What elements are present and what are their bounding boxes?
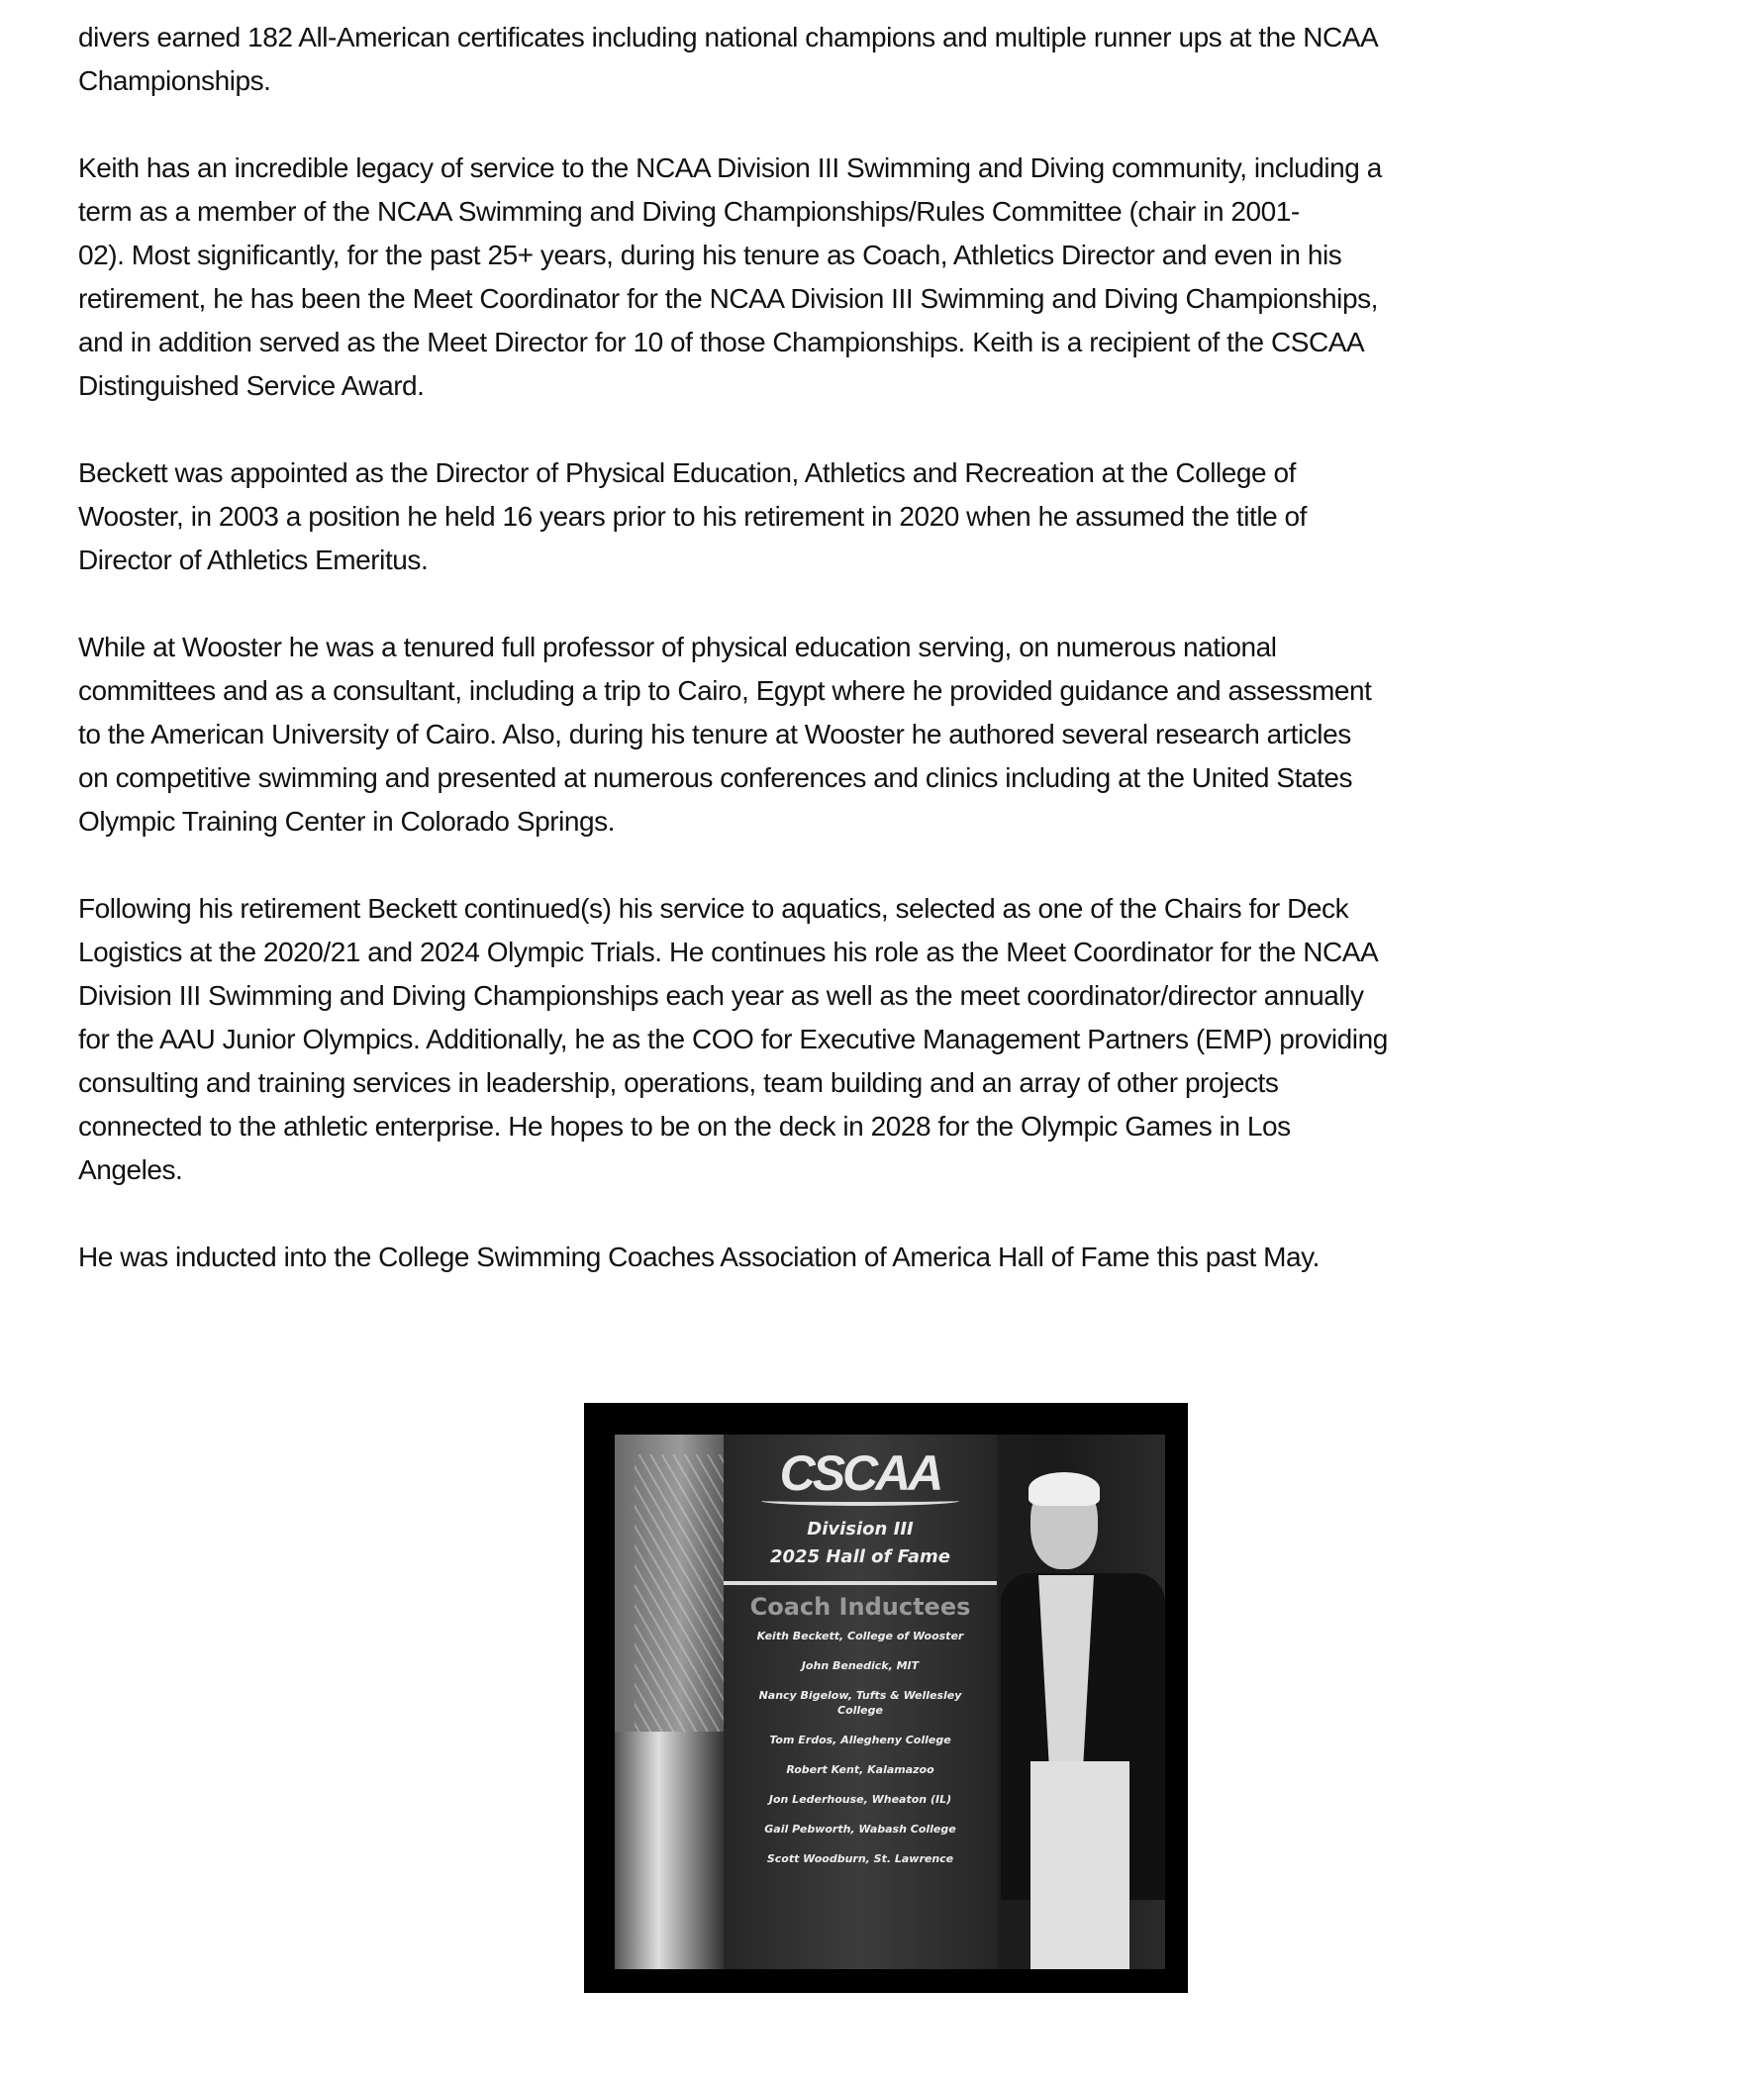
person bbox=[1001, 1464, 1165, 1969]
cscaa-logo: CSCAA bbox=[779, 1445, 941, 1501]
text-line: for the AAU Junior Olympics. Additionally, he as the COO for Executive Management Partners (EMP) providing bbox=[78, 1024, 1388, 1054]
banner-heading: Coach Inductees bbox=[749, 1593, 971, 1621]
banner bbox=[724, 1435, 997, 1969]
text-line: divers earned 182 All-American certificates including national champions and multiple runner ups at the NCAA bbox=[78, 22, 1379, 52]
text-line: Championships. bbox=[78, 65, 271, 96]
inductee: Robert Kent, Kalamazoo bbox=[786, 1763, 934, 1776]
text-line: Director of Athletics Emeritus. bbox=[78, 545, 429, 575]
blank-line bbox=[78, 582, 1741, 626]
inductee: John Benedick, MIT bbox=[801, 1659, 920, 1672]
text-line: Angeles. bbox=[78, 1154, 183, 1185]
inductee: Tom Erdos, Allegheny College bbox=[769, 1734, 951, 1746]
text-line: committees and as a consultant, including a trip to Cairo, Egypt where he provided guidance and assessment bbox=[78, 675, 1372, 706]
text-line: and in addition served as the Meet Director for 10 of those Championships. Keith is a recipient of the CSCAA bbox=[78, 327, 1365, 357]
text-line: retirement, he has been the Meet Coordinator for the NCAA Division III Swimming and Diving Championships, bbox=[78, 283, 1378, 314]
plant bbox=[635, 1454, 734, 1741]
text-line: Wooster, in 2003 a position he held 16 years prior to his retirement in 2020 when he assumed the title of bbox=[78, 501, 1307, 532]
blank-line bbox=[78, 103, 1741, 147]
text-line: He was inducted into the College Swimming Coaches Association of America Hall of Fame this past May. bbox=[78, 1242, 1320, 1272]
inductee: Nancy Bigelow, Tufts & Wellesley College bbox=[758, 1689, 962, 1717]
banner-divider bbox=[724, 1581, 997, 1585]
hall-of-fame-photo bbox=[584, 1403, 1188, 1993]
photo-content bbox=[615, 1435, 1165, 1969]
text-line: Following his retirement Beckett continued(s) his service to aquatics, selected as one of the Chairs for Deck bbox=[78, 893, 1349, 924]
text-line: to the American University of Cairo. Also, during his tenure at Wooster he authored several research articles bbox=[78, 719, 1351, 749]
text-line: Keith has an incredible legacy of service to the NCAA Division III Swimming and Diving community, including a bbox=[78, 152, 1382, 183]
inductee-list bbox=[724, 1629, 997, 1866]
banner-hall: 2025 Hall of Fame bbox=[770, 1546, 950, 1567]
text-line: 02). Most significantly, for the past 25+ years, during his tenure as Coach, Athletics Director and even in his bbox=[78, 240, 1342, 270]
text-line: connected to the athletic enterprise. He hopes to be on the deck in 2028 for the Olympic Games in Los bbox=[78, 1111, 1291, 1142]
inductee: Gail Pebworth, Wabash College bbox=[764, 1823, 956, 1836]
inductee: Jon Lederhouse, Wheaton (IL) bbox=[768, 1793, 952, 1806]
text-line: Beckett was appointed as the Director of Physical Education, Athletics and Recreation at the College of bbox=[78, 457, 1296, 488]
text-line: While at Wooster he was a tenured full professor of physical education serving, on numerous national bbox=[78, 632, 1277, 662]
blank-line bbox=[78, 1192, 1741, 1236]
text-line: Logistics at the 2020/21 and 2024 Olympic Trials. He continues his role as the Meet Coordinator for the NCAA bbox=[78, 937, 1379, 967]
text-line: Division III Swimming and Diving Championships each year as well as the meet coordinator/director annually bbox=[78, 980, 1364, 1011]
inductee: Scott Woodburn, St. Lawrence bbox=[766, 1852, 954, 1865]
blank-line bbox=[78, 844, 1741, 887]
text-line: Distinguished Service Award. bbox=[78, 370, 425, 401]
planter bbox=[615, 1732, 724, 1969]
text-line: Olympic Training Center in Colorado Springs. bbox=[78, 806, 616, 837]
text-line: on competitive swimming and presented at numerous conferences and clinics including at the United States bbox=[78, 762, 1353, 793]
blank-line bbox=[78, 408, 1741, 451]
inductee: Keith Beckett, College of Wooster bbox=[756, 1630, 964, 1642]
banner-division: Division III bbox=[807, 1519, 914, 1540]
text-line: term as a member of the NCAA Swimming and Diving Championships/Rules Committee (chair in 2001- bbox=[78, 196, 1300, 227]
text-line: consulting and training services in leadership, operations, team building and an array of other projects bbox=[78, 1067, 1279, 1098]
document-body bbox=[78, 16, 1741, 1279]
